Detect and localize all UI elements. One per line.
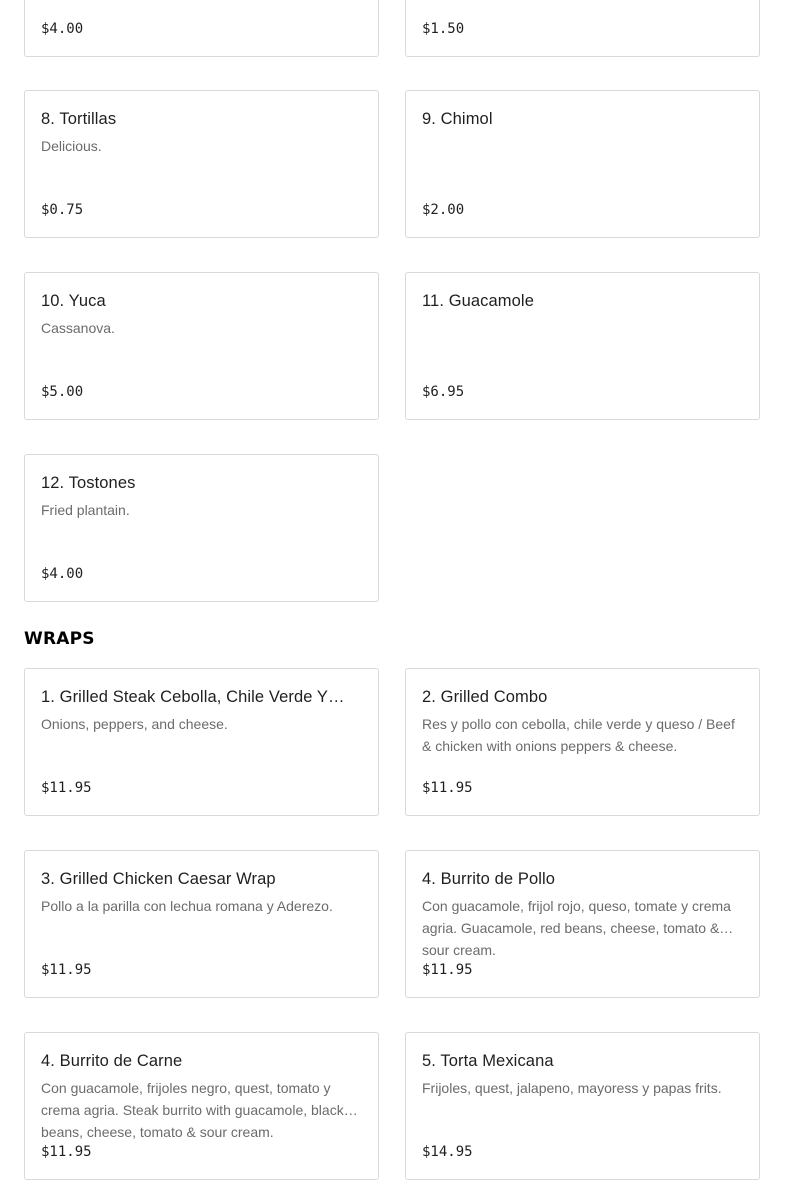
menu-item-card[interactable]: [24, 272, 379, 420]
item-description: Res y pollo con cebolla, chile verde y queso / Beef & chicken with onions peppers & cheese.: [422, 716, 735, 754]
item-description: Delicious.: [41, 138, 102, 154]
item-name: 1. Grilled Steak Cebolla, Chile Verde Y…: [41, 688, 345, 706]
menu-item-card[interactable]: [405, 1032, 760, 1180]
item-description: Con guacamole, frijoles negro, quest, tomato y crema agria. Steak burrito with guacamole, black beans, cheese, tomato & sour cream.: [41, 1080, 344, 1140]
item-price: $2.00: [422, 202, 465, 218]
menu-item-card[interactable]: [405, 0, 760, 57]
item-name: 12. Tostones: [41, 474, 136, 492]
menu-item-card[interactable]: [405, 90, 760, 238]
item-description: Onions, peppers, and cheese.: [41, 716, 228, 732]
item-name: 2. Grilled Combo: [422, 688, 548, 706]
item-description: Frijoles, quest, jalapeno, mayoress y papas frits.: [422, 1080, 722, 1096]
item-description: Cassanova.: [41, 320, 115, 336]
item-name: 4. Burrito de Pollo: [422, 870, 556, 888]
menu-item-card[interactable]: [405, 668, 760, 816]
item-name: 4. Burrito de Carne: [41, 1052, 183, 1070]
item-price: $4.00: [41, 21, 84, 37]
item-description: Pollo a la parilla con lechua romana y Aderezo.: [41, 898, 333, 914]
item-name: 5. Torta Mexicana: [422, 1052, 554, 1070]
item-price: $4.00: [41, 566, 84, 582]
item-price: $11.95: [41, 780, 92, 796]
menu-item-card[interactable]: [24, 0, 379, 57]
item-price: $5.00: [41, 384, 84, 400]
item-name: 8. Tortillas: [41, 110, 117, 128]
item-price: $11.95: [422, 780, 473, 796]
item-description: Con guacamole, frijol rojo, queso, tomate y crema agria. Guacamole, red beans, cheese, tomato & sour cream.: [422, 898, 731, 958]
menu-item-card[interactable]: [405, 272, 760, 420]
item-name: 10. Yuca: [41, 292, 106, 310]
menu-item-card[interactable]: [24, 90, 379, 238]
item-price: $0.75: [41, 202, 84, 218]
menu-item-card[interactable]: [405, 850, 760, 998]
section-title-wraps: WRAPS: [24, 629, 95, 649]
item-description: Fried plantain.: [41, 502, 130, 518]
item-price: $11.95: [41, 1144, 92, 1160]
item-price: $1.50: [422, 21, 465, 37]
menu-item-card[interactable]: [24, 668, 379, 816]
item-price: $14.95: [422, 1144, 473, 1160]
menu-item-card[interactable]: [24, 1032, 379, 1180]
item-name: 3. Grilled Chicken Caesar Wrap: [41, 870, 276, 888]
menu-item-card[interactable]: [24, 850, 379, 998]
item-price: $6.95: [422, 384, 465, 400]
menu-item-card[interactable]: [24, 454, 379, 602]
item-name: 11. Guacamole: [422, 292, 534, 310]
item-name: 9. Chimol: [422, 110, 493, 128]
item-price: $11.95: [41, 962, 92, 978]
item-price: $11.95: [422, 962, 473, 978]
